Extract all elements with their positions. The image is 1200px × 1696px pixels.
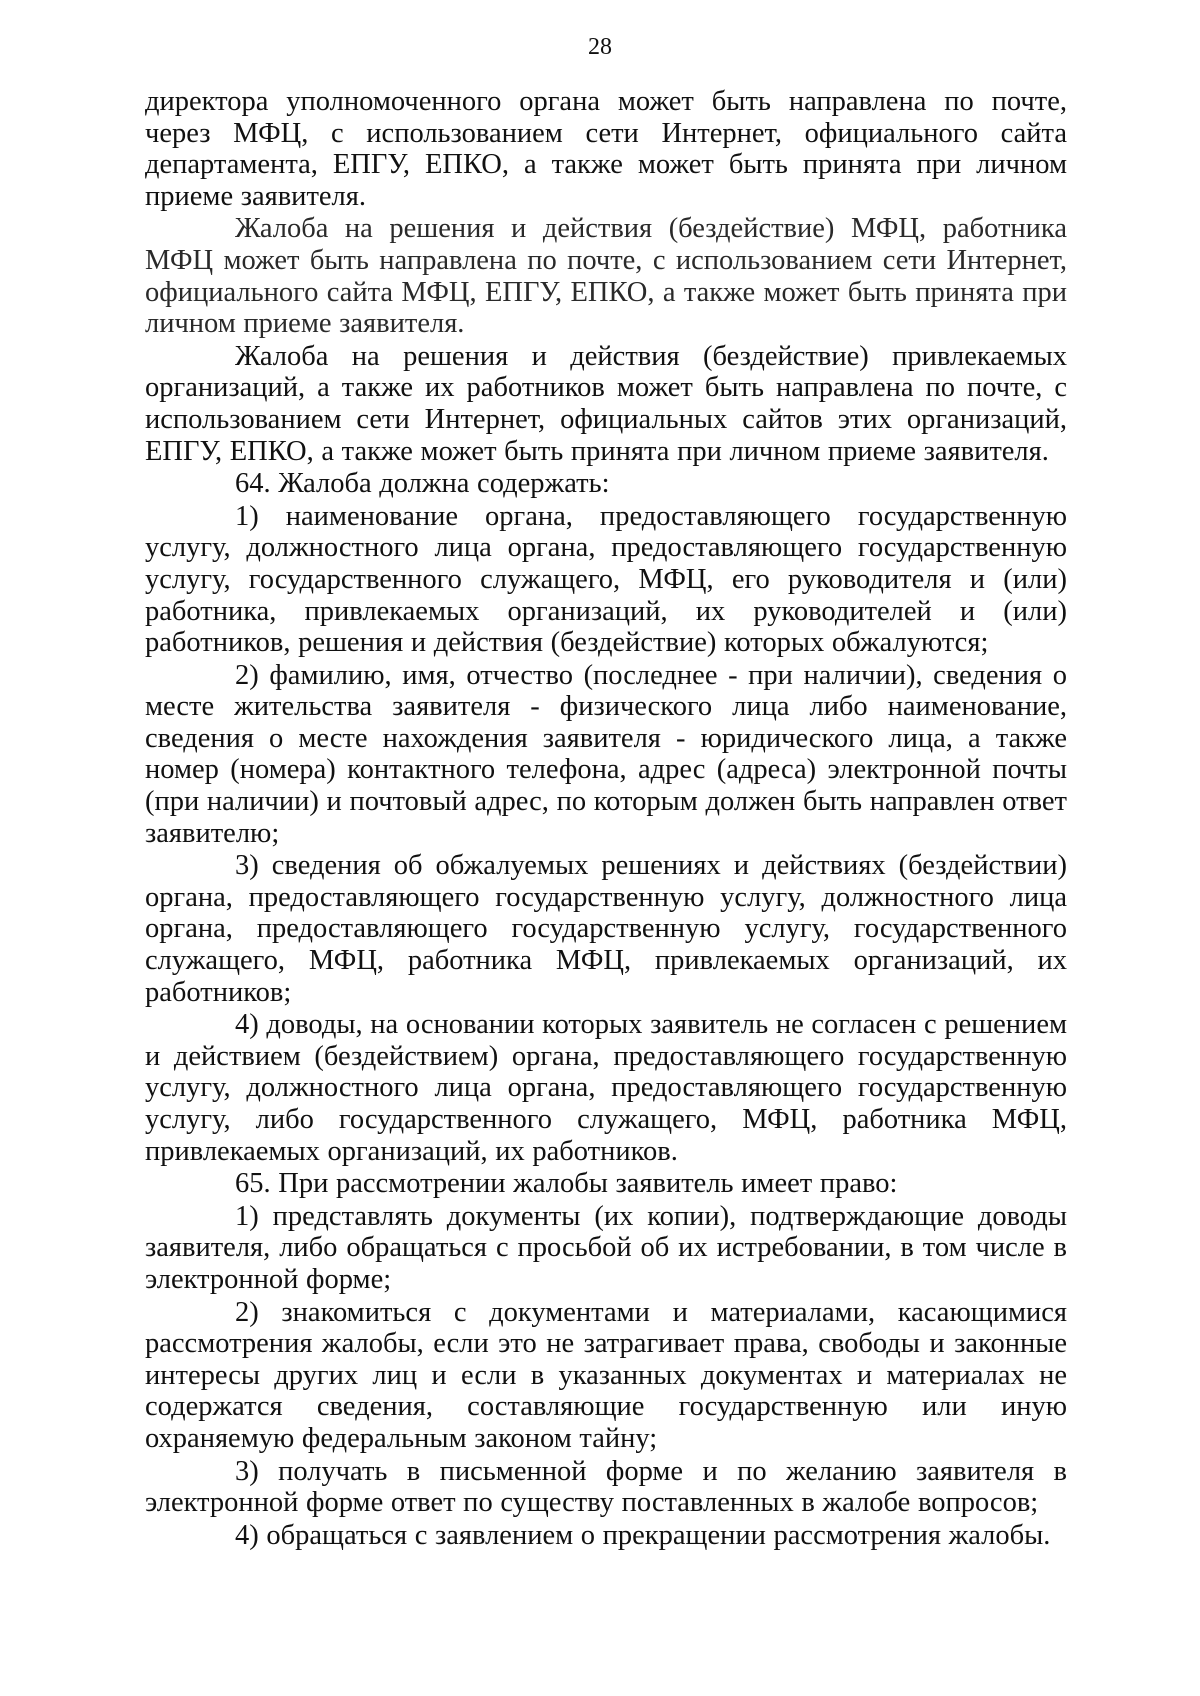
clause-65-item-4: 4) обращаться с заявлением о прекращении рассмотрения жалобы. bbox=[235, 1519, 1051, 1551]
clause-65-item-2: 2) знакомиться с документами и материалами, касающимися рассмотрения жалобы, если это не затрагивает права, свободы и законные интересы других лиц и если в указанных документах и материалах не содержатся сведения, составляющие государственную или иную охраняемую федеральным законом тайну; bbox=[145, 1296, 1067, 1454]
clause-65-item-1: 1) представлять документы (их копии), подтверждающие доводы заявителя, либо обращаться с просьбой об их истребовании, в том числе в электронной форме; bbox=[145, 1200, 1067, 1295]
page-number: 28 bbox=[588, 34, 612, 60]
paragraph-mfc-complaint: Жалоба на решения и действия (бездействие) МФЦ, работника МФЦ может быть направлена по почте, с использованием сети Интернет, официального сайта МФЦ, ЕПГУ, ЕПКО, а также может быть принята при личном приеме заявителя. bbox=[145, 213, 1067, 340]
paragraph-continuation: директора уполномоченного органа может быть направлена по почте, через МФЦ, с использованием сети Интернет, официального сайта департамента, ЕПГУ, ЕПКО, а также может быть принята при личном приеме заявителя. bbox=[145, 86, 1067, 212]
document-body bbox=[145, 86, 1067, 1552]
paragraph-organizations-complaint: Жалоба на решения и действия (бездействие) привлекаемых организаций, а также их работников может быть направлена по почте, с использованием сети Интернет, официальных сайтов этих организаций, ЕПГУ, ЕПКО, а также может быть принята при личном приеме заявителя. bbox=[145, 340, 1067, 467]
clause-64-item-1: 1) наименование органа, предоставляющего государственную услугу, должностного лица органа, предоставляющего государственную услугу, государственного служащего, МФЦ, его руководителя и (или) работника, привлекаемых организаций, их руководителей и (или) работников, решения и действия (бездействие) которых обжалуются; bbox=[145, 500, 1067, 659]
clause-64-item-3: 3) сведения об обжалуемых решениях и действиях (бездействии) органа, предоставляющего государственную услугу, должностного лица органа, предоставляющего государственную услугу, государственного служащего, МФЦ, работника МФЦ, привлекаемых организаций, их работников; bbox=[145, 850, 1067, 1008]
clause-65-heading: 65. При рассмотрении жалобы заявитель имеет право: bbox=[235, 1168, 898, 1200]
clause-65-item-3: 3) получать в письменной форме и по желанию заявителя в электронной форме ответ по существу поставленных в жалобе вопросов; bbox=[145, 1455, 1067, 1519]
clause-64-item-4: 4) доводы, на основании которых заявитель не согласен с решением и действием (бездействием) органа, предоставляющего государственную услугу, должностного лица органа, предоставляющего государственную услугу, либо государственного служащего, МФЦ, работника МФЦ, привлекаемых организаций, их работников. bbox=[145, 1009, 1067, 1167]
clause-64-item-2: 2) фамилию, имя, отчество (последнее - при наличии), сведения о месте жительства заявителя - физического лица либо наименование, сведения о месте нахождения заявителя - юридического лица, а также номер (номера) контактного телефона, адрес (адреса) электронной почты (при наличии) и почтовый адрес, по которым должен быть направлен ответ заявителю; bbox=[145, 659, 1067, 849]
clause-64-heading: 64. Жалоба должна содержать: bbox=[235, 468, 610, 500]
